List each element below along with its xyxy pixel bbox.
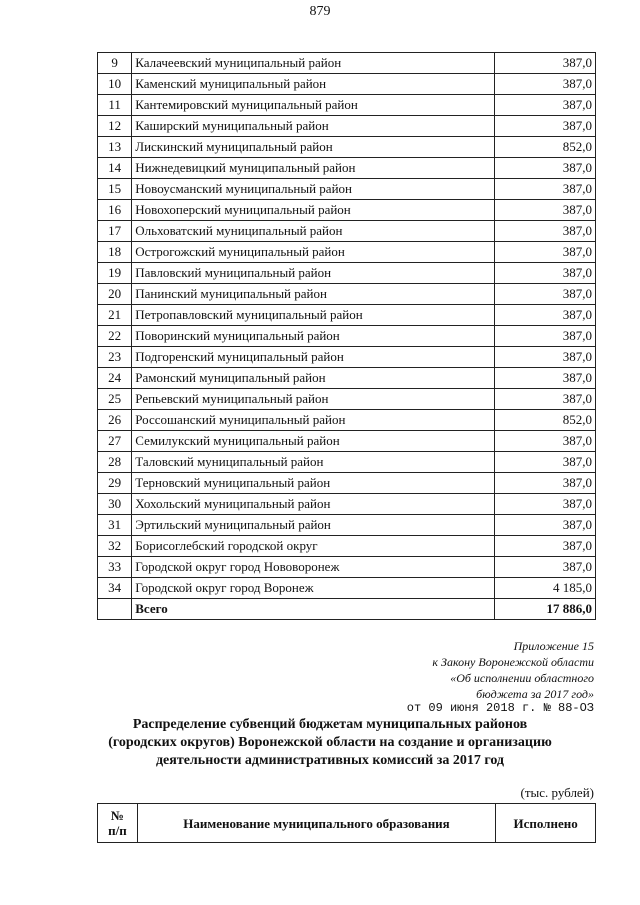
heading-line-2: (городских округов) Воронежской области на создание и организацию: [108, 735, 552, 750]
row-value: 387,0: [495, 536, 596, 557]
decree-stamp: от 09 июня 2018 г. № 88-ОЗ: [406, 701, 594, 715]
row-number: 19: [98, 263, 132, 284]
heading-line-3: деятельности административных комиссий за 2017 год: [155, 753, 505, 768]
table-row: [98, 410, 596, 431]
row-name: Павловский муниципальный район: [132, 263, 495, 284]
row-number: 10: [98, 74, 132, 95]
row-number: 20: [98, 284, 132, 305]
row-value: 4 185,0: [495, 578, 596, 599]
row-name: Петропавловский муниципальный район: [132, 305, 495, 326]
row-value: 387,0: [495, 347, 596, 368]
row-value: 387,0: [495, 53, 596, 74]
table-row: [98, 53, 596, 74]
table-row: [98, 158, 596, 179]
row-name: Калачеевский муниципальный район: [132, 53, 495, 74]
row-number: 21: [98, 305, 132, 326]
table-row: [98, 179, 596, 200]
row-value: 387,0: [495, 305, 596, 326]
table-row: [98, 452, 596, 473]
table-row: [98, 263, 596, 284]
row-name: Ольховатский муниципальный район: [132, 221, 495, 242]
row-name: Кантемировский муниципальный район: [132, 95, 495, 116]
appendix-law-title-cont: бюджета за 2017 год»: [476, 687, 594, 701]
total-value: 17 886,0: [495, 599, 596, 620]
header-value: Исполнено: [496, 804, 596, 843]
table-row: [98, 305, 596, 326]
row-name: Каширский муниципальный район: [132, 116, 495, 137]
row-value: 387,0: [495, 326, 596, 347]
row-name: Новохоперский муниципальный район: [132, 200, 495, 221]
table-row: [98, 116, 596, 137]
row-number: 25: [98, 389, 132, 410]
appendix-number: Приложение 15: [513, 639, 594, 653]
heading-line-1: Распределение субвенций бюджетам муниципальных районов: [132, 717, 528, 732]
row-value: 387,0: [495, 242, 596, 263]
row-number: 9: [98, 53, 132, 74]
row-name: Россошанский муниципальный район: [132, 410, 495, 431]
total-num-empty: [98, 599, 132, 620]
row-number: 30: [98, 494, 132, 515]
row-name: Репьевский муниципальный район: [132, 389, 495, 410]
row-name: Семилукский муниципальный район: [132, 431, 495, 452]
subsidy-table-body: [98, 53, 596, 620]
table-row: [98, 347, 596, 368]
row-name: Хохольский муниципальный район: [132, 494, 495, 515]
row-value: 852,0: [495, 410, 596, 431]
row-number: 11: [98, 95, 132, 116]
row-name: Городской округ город Нововоронеж: [132, 557, 495, 578]
row-name: Подгоренский муниципальный район: [132, 347, 495, 368]
row-name: Лискинский муниципальный район: [132, 137, 495, 158]
table-row: [98, 578, 596, 599]
row-number: 31: [98, 515, 132, 536]
row-value: 387,0: [495, 431, 596, 452]
row-number: 33: [98, 557, 132, 578]
table-row: [98, 473, 596, 494]
appendix-law-title: «Об исполнении областного: [450, 671, 594, 685]
row-name: Рамонский муниципальный район: [132, 368, 495, 389]
row-value: 387,0: [495, 473, 596, 494]
row-name: Поворинский муниципальный район: [132, 326, 495, 347]
row-number: 29: [98, 473, 132, 494]
table-row: [98, 242, 596, 263]
header-num: [98, 804, 138, 843]
table-row: [98, 515, 596, 536]
table-row: [98, 74, 596, 95]
row-value: 387,0: [495, 200, 596, 221]
row-number: 15: [98, 179, 132, 200]
row-name: Эртильский муниципальный район: [132, 515, 495, 536]
row-value: 387,0: [495, 95, 596, 116]
subsidy-table-continued: [97, 52, 596, 620]
row-number: 27: [98, 431, 132, 452]
row-value: 387,0: [495, 284, 596, 305]
appendix-law: к Закону Воронежской области: [432, 655, 594, 669]
row-number: 28: [98, 452, 132, 473]
row-value: 387,0: [495, 557, 596, 578]
row-name: Новоусманский муниципальный район: [132, 179, 495, 200]
table-row: [98, 389, 596, 410]
table-row: [98, 431, 596, 452]
section-heading: [80, 716, 580, 770]
row-value: 387,0: [495, 389, 596, 410]
table-row: [98, 536, 596, 557]
table-row: [98, 221, 596, 242]
row-value: 387,0: [495, 368, 596, 389]
row-value: 387,0: [495, 74, 596, 95]
row-name: Терновский муниципальный район: [132, 473, 495, 494]
row-name: Нижнедевицкий муниципальный район: [132, 158, 495, 179]
row-number: 22: [98, 326, 132, 347]
row-number: 17: [98, 221, 132, 242]
row-number: 34: [98, 578, 132, 599]
row-number: 24: [98, 368, 132, 389]
row-number: 13: [98, 137, 132, 158]
row-value: 387,0: [495, 158, 596, 179]
row-number: 14: [98, 158, 132, 179]
row-value: 852,0: [495, 137, 596, 158]
row-name: Острогожский муниципальный район: [132, 242, 495, 263]
header-name: Наименование муниципального образования: [137, 804, 495, 843]
row-name: Городской округ город Воронеж: [132, 578, 495, 599]
row-value: 387,0: [495, 452, 596, 473]
table-row: [98, 368, 596, 389]
row-value: 387,0: [495, 116, 596, 137]
commissions-table-header: [97, 803, 596, 843]
table-row: [98, 326, 596, 347]
row-name: Таловский муниципальный район: [132, 452, 495, 473]
row-name: Панинский муниципальный район: [132, 284, 495, 305]
total-row: [98, 599, 596, 620]
row-number: 18: [98, 242, 132, 263]
row-number: 32: [98, 536, 132, 557]
total-label: Всего: [132, 599, 495, 620]
row-name: Каменский муниципальный район: [132, 74, 495, 95]
appendix-reference: [432, 638, 594, 702]
header-num-sign: №: [110, 808, 124, 823]
row-value: 387,0: [495, 221, 596, 242]
table-row: [98, 137, 596, 158]
row-value: 387,0: [495, 179, 596, 200]
unit-label: (тыс. рублей): [520, 785, 594, 800]
row-value: 387,0: [495, 263, 596, 284]
row-value: 387,0: [495, 494, 596, 515]
table-row: [98, 284, 596, 305]
table-row: [98, 95, 596, 116]
header-row: [98, 804, 596, 843]
table-row: [98, 200, 596, 221]
header-num-abbrev: п/п: [108, 823, 127, 838]
row-number: 23: [98, 347, 132, 368]
row-number: 16: [98, 200, 132, 221]
row-value: 387,0: [495, 515, 596, 536]
row-number: 12: [98, 116, 132, 137]
table-row: [98, 557, 596, 578]
row-number: 26: [98, 410, 132, 431]
row-name: Борисоглебский городской округ: [132, 536, 495, 557]
table-row: [98, 494, 596, 515]
page-number: 879: [309, 4, 331, 19]
